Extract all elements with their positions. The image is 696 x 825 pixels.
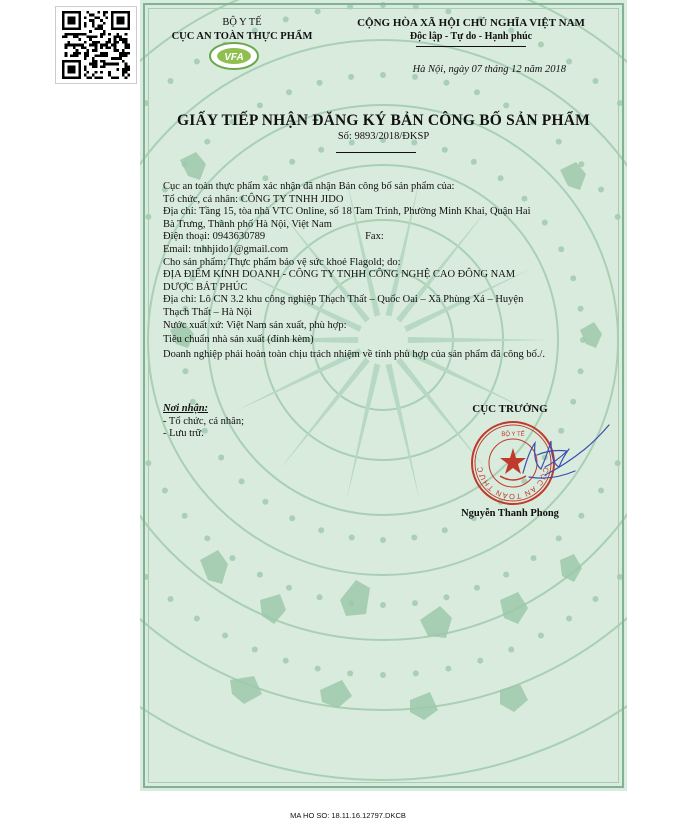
signatory-title: CỤC TRƯỞNG — [472, 403, 548, 415]
title-underline — [336, 152, 416, 153]
agency-name: CỤC AN TOÀN THỰC PHẨM — [171, 31, 313, 42]
handwritten-signature-icon — [485, 415, 615, 505]
fax-line: Fax: — [365, 231, 384, 243]
seal-top-text: BỘ Y TẾ — [501, 432, 525, 438]
product-line: Cho sản phẩm: Thực phẩm bảo vệ sức khoẻ Flagold; do: — [163, 256, 401, 268]
issue-date: Hà Nội, ngày 07 tháng 12 năm 2018 — [412, 64, 566, 75]
qr-code-icon — [62, 11, 130, 79]
intro-line: Cục an toàn thực phẩm xác nhận đã nhận Bản công bố sản phẩm của: — [163, 181, 455, 192]
certificate-number: Số: 9893/2018/ĐKSP — [337, 131, 430, 142]
recipient-item: - Lưu trữ. — [163, 428, 204, 439]
recipients-block — [163, 403, 343, 441]
organization-line: Tổ chức, cá nhân: CÔNG TY TNHH JIDO — [163, 193, 344, 205]
motto-underline — [416, 46, 526, 47]
ministry-name: BỘ Y TẾ — [222, 17, 262, 28]
signatory-name: Nguyễn Thanh Phong — [461, 508, 559, 519]
certificate-document — [140, 0, 627, 791]
manufacturer-address-line-2: Thạch Thất – Hà Nội — [163, 306, 253, 318]
vfa-logo-icon — [208, 41, 260, 71]
qr-code — [55, 6, 137, 84]
vfa-logo-text: VFA — [224, 52, 244, 63]
origin-line: Nước xuất xứ: Việt Nam sản xuất, phù hợp: — [163, 319, 347, 331]
org-address-line-2: Bà Trưng, Thành phố Hà Nội, Việt Nam — [163, 218, 332, 230]
email-line: Email: tnhhjido1@gmail.com — [163, 243, 289, 255]
manufacturer-line-1: ĐỊA ĐIỂM KINH DOANH - CÔNG TY TNHH CÔNG NGHỆ CAO ĐÔNG NAM — [163, 269, 516, 281]
document-title: GIẤY TIẾP NHẬN ĐĂNG KÝ BẢN CÔNG BỐ SẢN PHẨM — [177, 112, 590, 129]
national-header — [336, 16, 606, 47]
standard-line: Tiêu chuẩn nhà sản xuất (đính kèm) — [163, 334, 314, 346]
recipient-item: - Tổ chức, cá nhân; — [163, 415, 245, 427]
dossier-code: MA HO SO: 18.11.16.12797.DKCB — [290, 811, 406, 820]
seal-ring-text: CỤC AN TOÀN THỰC — [475, 465, 551, 502]
responsibility-line: Doanh nghiệp phải hoàn toàn chịu trách nhiệm về tính phù hợp của sản phẩm đã công bố./. — [163, 348, 545, 360]
phone-line: Điện thoại: 0943630789 — [163, 231, 266, 243]
nation-name: CỘNG HÒA XÃ HỘI CHỦ NGHĨA VIỆT NAM — [357, 17, 585, 29]
org-address-line-1: Địa chỉ: Tầng 15, tòa nhà VTC Online, số 18 Tam Trinh, Phường Minh Khai, Quận Hai — [163, 206, 531, 218]
issuing-agency-header — [162, 16, 322, 44]
recipients-heading: Nơi nhận: — [163, 403, 209, 414]
manufacturer-line-2: DƯỢC BẢT PHÚC — [163, 281, 248, 293]
certificate-body — [163, 181, 608, 361]
manufacturer-address-line-1: Địa chỉ: Lô CN 3.2 khu công nghiệp Thạch Thất – Quốc Oai – Xã Phùng Xá – Huyện — [163, 294, 524, 306]
national-motto: Độc lập - Tự do - Hạnh phúc — [409, 31, 533, 42]
